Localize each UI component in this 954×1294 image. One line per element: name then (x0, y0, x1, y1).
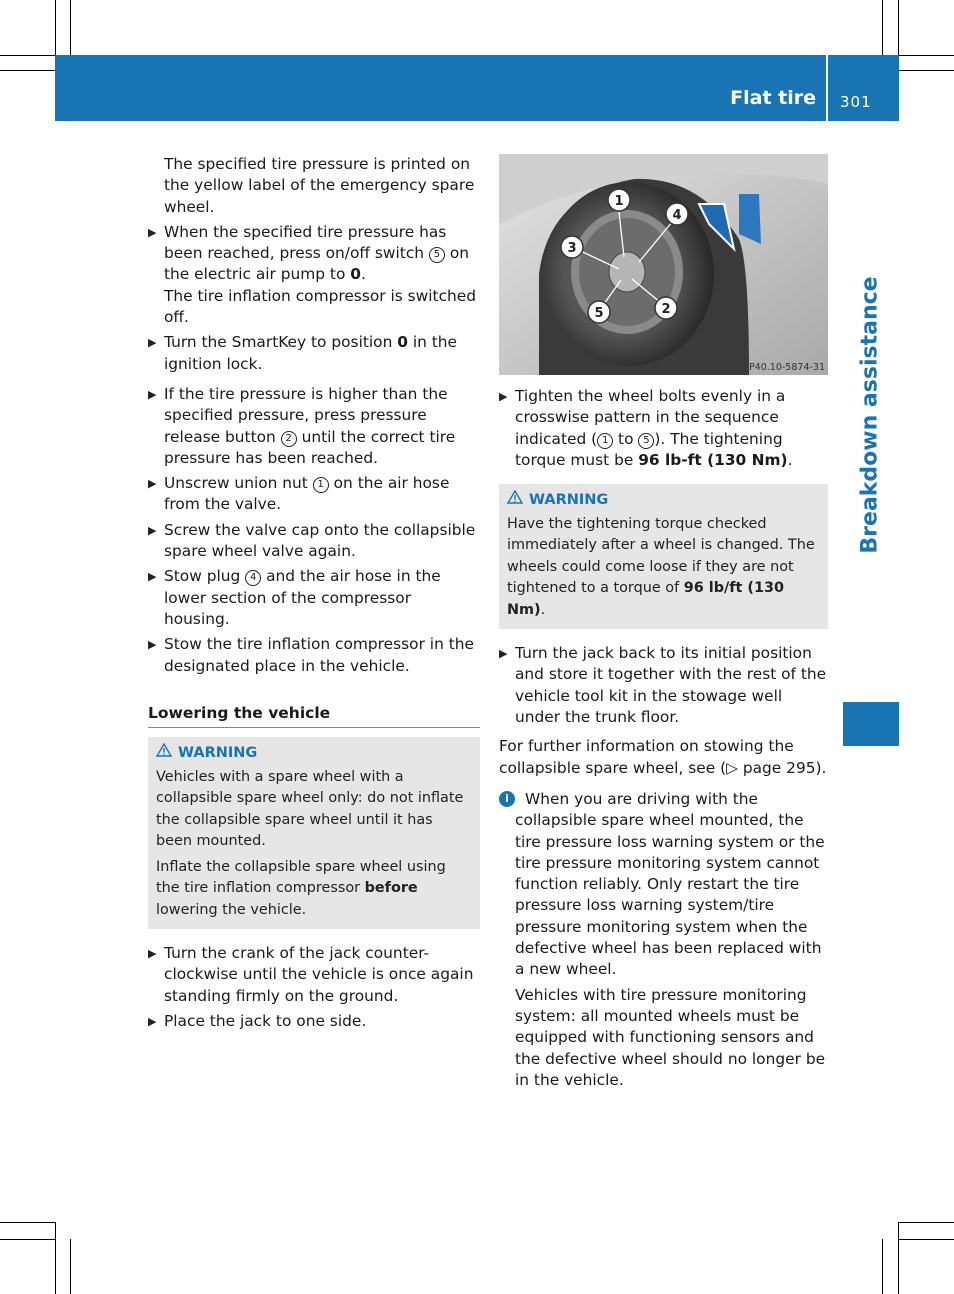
section-heading: Lowering the vehicle (148, 703, 480, 728)
chapter-label: Breakdown assistance (857, 276, 883, 554)
marker-4: 4 (672, 208, 682, 223)
crop-mark (898, 1222, 899, 1294)
crop-mark (70, 0, 71, 55)
step-smartkey: ▶ Turn the SmartKey to position 0 in the ignition lock. (148, 333, 458, 373)
step-switch-off: ▶ When the specified tire pressure has been reached, press on/off switch 5 on the electric air pump to 0. The tire inflation compressor is switched off. (148, 222, 477, 327)
marker-5: 5 (594, 306, 604, 321)
step-store-jack: ▶ Turn the jack back to its initial position and store it together with the rest of the vehicle tool kit in the stowage well under the trunk floor. (499, 644, 827, 727)
step-arrow-icon: ▶ (148, 570, 157, 584)
step-tighten-bolts: ▶ Tighten the wheel bolts evenly in a crosswise pattern in the sequence indicated ( 1 to 5 ). The tightening torque must be 96 lb-ft (130 Nm). (499, 387, 793, 469)
right-column (499, 386, 831, 1091)
side-tab-marker (843, 702, 899, 746)
intro-text: The specified tire pressure is printed on the yellow label of the emergency spare wheel. (164, 155, 475, 216)
step-arrow-icon: ▶ (499, 390, 508, 403)
warning-box (148, 737, 480, 929)
step-stow-plug: ▶ Stow plug 4 and the air hose in the lower section of the compressor housing. (148, 567, 441, 628)
marker-5: 5 (429, 247, 445, 263)
warning-title: WARNING (156, 743, 472, 765)
figure-code: P40.10-5874-31 (748, 362, 825, 373)
left-column (148, 154, 480, 1032)
marker-1: 1 (313, 477, 329, 493)
step-stow-compressor: ▶ Stow the tire inflation compressor in the designated place in the vehicle. (148, 635, 474, 675)
section-title: Flat tire (730, 87, 816, 109)
warning-text: Inflate the collapsible spare wheel using the tire inflation compressor before lowering the vehicle. (156, 858, 446, 918)
crop-mark (0, 1222, 55, 1223)
step-arrow-icon: ▶ (148, 523, 157, 537)
warning-text: Have the tightening torque checked immediately after a wheel is changed. The wheels could come loose if they are not tightened to a torque of 96 lb/ft (130 Nm). (507, 515, 815, 618)
page-number: 301 (840, 93, 872, 111)
info-note-text: Vehicles with tire pressure monitoring system: all mounted wheels must be equipped with functioning sensors and the defective wheel should no longer be in the vehicle. (515, 985, 826, 1089)
crop-mark (0, 70, 55, 71)
step-place-jack: ▶ Place the jack to one side. (148, 1011, 480, 1032)
step-result: The tire inflation compressor is switched off. (164, 286, 477, 327)
step-arrow-icon: ▶ (148, 336, 157, 350)
warning-text: Vehicles with a spare wheel with a collapsible spare wheel only: do not inflate the collapsible spare wheel until it has been mounted. (156, 768, 464, 850)
step-arrow-icon: ▶ (148, 225, 157, 239)
warning-triangle-icon (156, 743, 172, 765)
marker-3: 3 (567, 241, 577, 256)
wheel-illustration (499, 154, 828, 375)
step-valve-cap: ▶ Screw the valve cap onto the collapsible spare wheel valve again. (148, 520, 476, 561)
step-arrow-icon: ▶ (499, 647, 508, 661)
further-info: For further information on stowing the collapsible spare wheel, see (▷ page 295). (499, 737, 827, 777)
crop-mark (70, 1239, 71, 1294)
info-icon: i (499, 791, 515, 807)
warning-triangle-icon (507, 490, 523, 512)
page-header (55, 55, 899, 121)
crop-mark (899, 55, 954, 56)
step-arrow-icon: ▶ (148, 1015, 157, 1029)
crop-mark (882, 0, 883, 55)
header-divider (826, 55, 828, 121)
step-arrow-icon: ▶ (148, 638, 157, 652)
warning-title: WARNING (507, 490, 820, 512)
crop-mark (898, 0, 899, 55)
marker-1: 1 (614, 194, 624, 209)
crop-mark (0, 55, 55, 56)
crop-mark (55, 0, 56, 55)
wheel-bolt-figure (499, 154, 828, 375)
marker-2: 2 (661, 302, 671, 317)
step-unscrew-nut: ▶ Unscrew union nut 1 on the air hose from the valve. (148, 474, 450, 514)
crop-mark (55, 1222, 56, 1294)
crop-mark (0, 1239, 55, 1240)
warning-box (499, 484, 828, 629)
info-note: i When you are driving with the collapsible spare wheel mounted, the tire pressure loss warning system or the tire pressure monitoring system cannot function reliably. Only restart the tire pressure loss warning system/tire pressure monitoring system when the defective wheel has been replaced with a new wheel. (499, 789, 831, 981)
step-arrow-icon: ▶ (148, 477, 157, 491)
marker-2: 2 (281, 431, 297, 447)
crop-mark (899, 1239, 954, 1240)
marker-5: 5 (638, 433, 654, 449)
crop-mark (899, 1222, 954, 1223)
step-arrow-icon: ▶ (148, 947, 157, 961)
step-release-pressure: ▶ If the tire pressure is higher than the specified pressure, press pressure release button 2 until the correct tire pressure has been reached. (148, 384, 456, 467)
marker-4: 4 (245, 570, 261, 586)
side-tab-label (842, 135, 898, 695)
marker-1: 1 (597, 433, 613, 449)
crop-mark (882, 1239, 883, 1294)
step-arrow-icon: ▶ (148, 387, 157, 401)
crop-mark (899, 70, 954, 71)
step-turn-crank: ▶ Turn the crank of the jack counter-clockwise until the vehicle is once again standing firmly on the ground. (148, 944, 474, 1005)
